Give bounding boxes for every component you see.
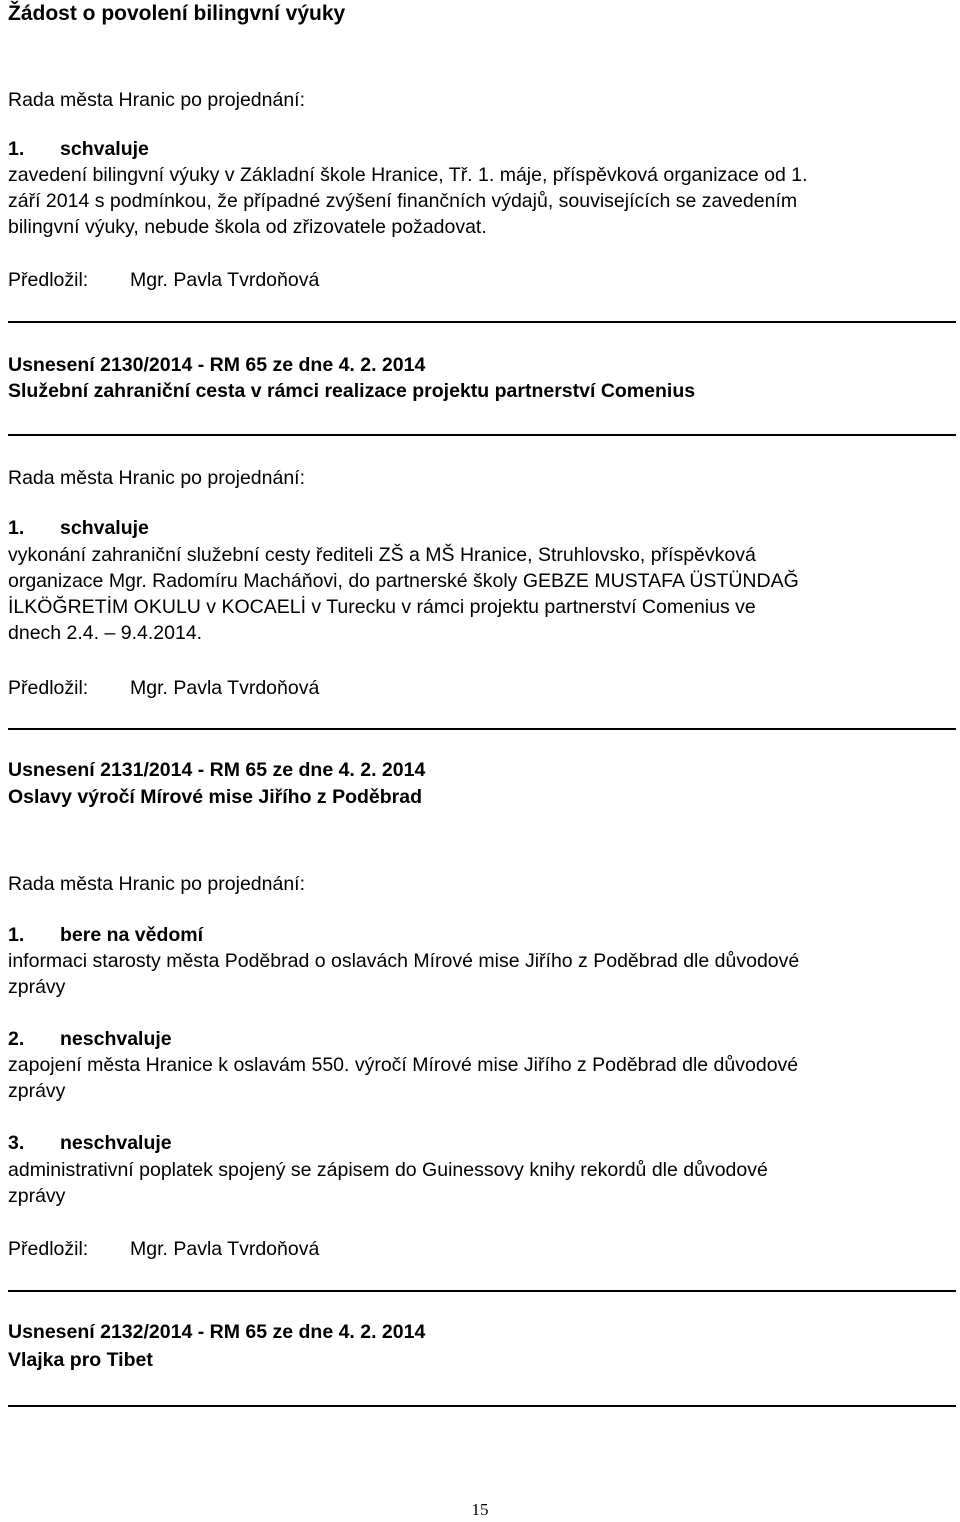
item-text-line: informaci starosty města Poděbrad o oslavách Mírové mise Jiřího z Poděbrad dle důvodové	[8, 950, 800, 972]
item-text-line: bilingvní výuky, nebude škola od zřizovatele požadovat.	[8, 216, 487, 238]
intro-text: Rada města Hranic po projednání:	[8, 89, 306, 111]
item-text-line: zavedení bilingvní výuky v Základní škole Hranice, Tř. 1. máje, příspěvková organizace od 1.	[8, 164, 808, 186]
item-verb: schvaluje	[60, 138, 149, 160]
presenter-name: Mgr. Pavla Tvrdoňová	[130, 1238, 320, 1260]
item-text-line: zprávy	[8, 1185, 66, 1207]
item-number: 1.	[8, 138, 25, 160]
item-number: 1.	[8, 517, 25, 539]
presenter-line	[8, 1236, 319, 1262]
item-verb: schvaluje	[60, 517, 149, 539]
item-heading	[8, 1130, 172, 1156]
item-text-line: vykonání zahraniční služební cesty řediteli ZŠ a MŠ Hranice, Struhlovsko, příspěvková	[8, 544, 756, 566]
item-verb: bere na vědomí	[60, 924, 204, 946]
item-number: 3.	[8, 1132, 25, 1154]
section-title: Oslavy výročí Mírové mise Jiřího z Poděbrad	[8, 786, 422, 808]
item-text-line: organizace Mgr. Radomíru Macháňovi, do partnerské školy GEBZE MUSTAFA ÜSTÜNDAĞ	[8, 570, 799, 592]
item-text-line: dnech 2.4. – 9.4.2014.	[8, 622, 203, 644]
section-title: Vlajka pro Tibet	[8, 1349, 153, 1371]
presenter-name: Mgr. Pavla Tvrdoňová	[130, 677, 320, 699]
section-divider	[8, 321, 956, 323]
section-divider	[8, 728, 956, 730]
item-heading	[8, 515, 149, 541]
resolution-heading: Usnesení 2131/2014 - RM 65 ze dne 4. 2. 2014	[8, 759, 426, 781]
resolution-heading: Usnesení 2132/2014 - RM 65 ze dne 4. 2. 2014	[8, 1321, 426, 1343]
item-text-line: İLKÖĞRETİM OKULU v KOCAELİ v Turecku v rámci projektu partnerství Comenius ve	[8, 596, 756, 618]
item-verb: neschvaluje	[60, 1132, 172, 1154]
item-heading	[8, 136, 149, 162]
item-text-line: zprávy	[8, 976, 66, 998]
presenter-name: Mgr. Pavla Tvrdoňová	[130, 269, 320, 291]
section-divider	[8, 434, 956, 436]
item-number: 2.	[8, 1028, 25, 1050]
intro-text: Rada města Hranic po projednání:	[8, 873, 306, 895]
item-heading	[8, 1026, 172, 1052]
item-number: 1.	[8, 924, 25, 946]
item-text-line: zprávy	[8, 1080, 66, 1102]
resolution-heading: Usnesení 2130/2014 - RM 65 ze dne 4. 2. 2014	[8, 354, 426, 376]
presenter-line	[8, 675, 319, 701]
presenter-line	[8, 267, 319, 293]
item-text-line: zapojení města Hranice k oslavám 550. výročí Mírové mise Jiřího z Poděbrad dle důvodové	[8, 1054, 799, 1076]
section-divider	[8, 1405, 956, 1407]
item-verb: neschvaluje	[60, 1028, 172, 1050]
item-heading	[8, 922, 203, 948]
intro-text: Rada města Hranic po projednání:	[8, 467, 306, 489]
section-title: Služební zahraniční cesta v rámci realizace projektu partnerství Comenius	[8, 380, 696, 402]
presenter-label: Předložil:	[8, 677, 89, 699]
section-title: Žádost o povolení bilingvní výuky	[8, 2, 346, 25]
page-number: 15	[471, 1500, 489, 1519]
presenter-label: Předložil:	[8, 269, 89, 291]
presenter-label: Předložil:	[8, 1238, 89, 1260]
section-divider	[8, 1290, 956, 1292]
item-text-line: administrativní poplatek spojený se zápisem do Guinessovy knihy rekordů dle důvodové	[8, 1159, 768, 1181]
item-text-line: září 2014 s podmínkou, že případné zvýšení finančních výdajů, souvisejících se zavedením	[8, 190, 798, 212]
